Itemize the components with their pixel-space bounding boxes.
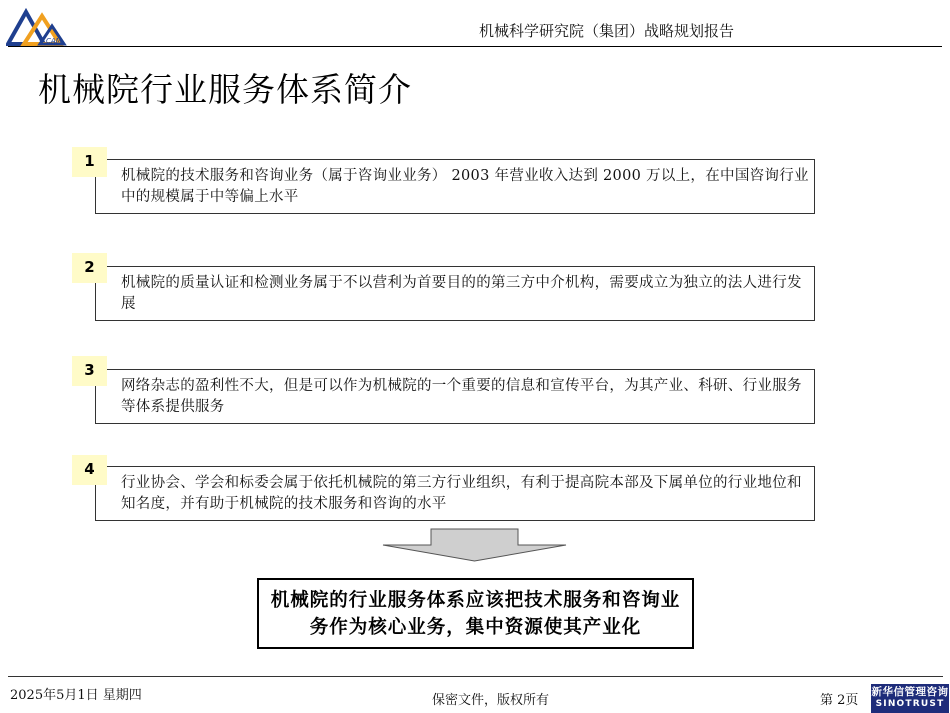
item-number-badge: 4: [72, 455, 107, 485]
footer-divider: [8, 676, 943, 677]
brand-en: SINOTRUST: [875, 699, 945, 709]
conclusion-box: [257, 578, 694, 649]
item-text: 机械院的质量认证和检测业务属于不以营利为首要目的的第三方中介机构，需要成立为独立的法人进行发展: [121, 275, 802, 312]
list-item: [95, 466, 815, 521]
report-title: 机械科学研究院（集团）战略规划报告: [479, 22, 735, 40]
header-divider: [8, 46, 942, 47]
page-title: 机械院行业服务体系简介: [38, 70, 412, 109]
sinotrust-logo: [871, 684, 949, 713]
item-text: 网络杂志的盈利性不大，但是可以作为机械院的一个重要的信息和宣传平台，为其产业、科研、行业服务等体系提供服务: [121, 378, 802, 415]
footer-date: 2025年5月1日 星期四: [10, 688, 142, 703]
brand-cn: 新华信管理咨询: [871, 686, 949, 698]
item-number-badge: 1: [72, 147, 107, 177]
page-number: 第 2页: [820, 693, 859, 708]
conclusion-text: 机械院的行业服务体系应该把技术服务和咨询业务作为核心业务，集中资源使其产业化: [270, 589, 681, 638]
item-number-badge: 3: [72, 356, 107, 386]
item-text: 行业协会、学会和标委会属于依托机械院的第三方行业组织，有利于提高院本部及下属单位的行业地位和知名度，并有助于机械院的技术服务和咨询的水平: [121, 475, 802, 512]
down-arrow-icon: [381, 528, 568, 562]
footer-confidential: 保密文件，版权所有: [432, 693, 550, 708]
logo-text: CAM: [46, 37, 62, 45]
item-number-badge: 2: [72, 253, 107, 283]
item-text: 机械院的技术服务和咨询业务（属于咨询业业务） 2003 年营业收入达到 2000 万以上，在中国咨询行业中的规模属于中等偏上水平: [121, 168, 809, 205]
list-item: [95, 159, 815, 214]
list-item: [95, 266, 815, 321]
cam-logo: [6, 6, 74, 46]
list-item: [95, 369, 815, 424]
